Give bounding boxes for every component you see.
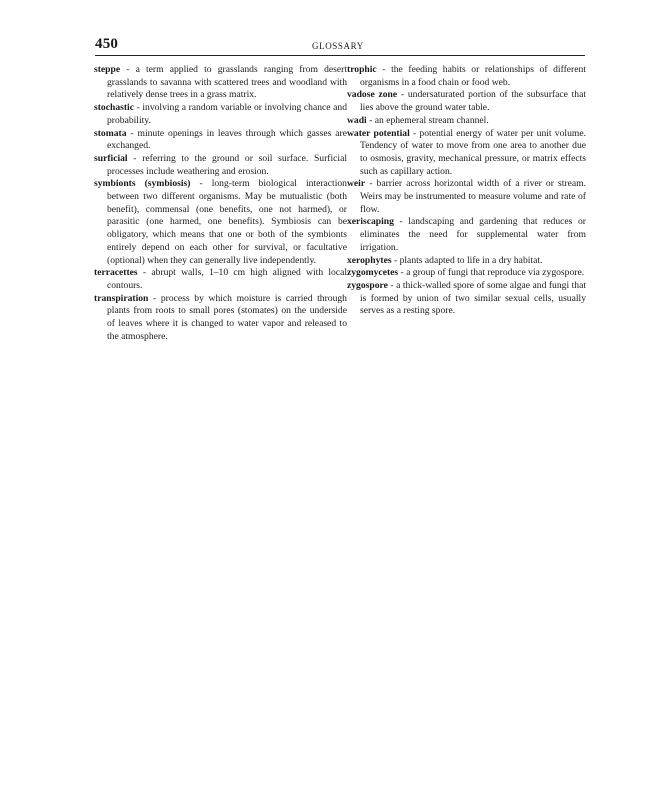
glossary-definition: plants adapted to life in a dry habitat. (399, 254, 543, 266)
glossary-term: weir (347, 178, 366, 190)
glossary-definition: the feeding habits or relationships of different organisms in a food chain or food web. (360, 64, 586, 88)
glossary-term: terracettes (94, 267, 138, 279)
glossary-entry-transpiration: transpiration - process by which moisture is carried through plants from roots to small pores (stomates) on the underside of leaves where it is changed to water vapor and released to the atmosphere. (94, 292, 347, 342)
glossary-term: steppe (94, 64, 121, 75)
glossary-definition: barrier across horizontal width of a river or stream. Weirs may be instrumented to measure volume and rate of flow. (360, 178, 587, 215)
glossary-definition: referring to the ground or soil surface. Surficial processes include weathering and erosion. (107, 152, 348, 177)
glossary-entry-stomata: stomata - minute openings in leaves through which gasses are exchanged. (94, 127, 347, 152)
glossary-entry-wadi: wadi - an ephemeral stream channel. (347, 114, 489, 126)
glossary-definition: a term applied to grasslands ranging from desert grasslands to savanna with scattered trees and woodland with relatively dense trees in a grass matrix. (107, 64, 347, 101)
glossary-entry-water-potential: water potential - potential energy of water per unit volume. Tendency of water to move from one area to another due to osmosis, gravity, mechanical pressure, or matrix effects such as capillary action. (347, 127, 586, 177)
glossary-term: wadi (347, 114, 367, 126)
glossary-definition: a group of fungi that reproduce via zygospore. (406, 267, 585, 279)
glossary-term: xerophytes (347, 254, 392, 266)
glossary-term: transpiration (94, 292, 149, 304)
glossary-column-left (94, 64, 347, 343)
glossary-definition: abrupt walls, 1–10 cm high aligned with local contours. (107, 267, 347, 291)
glossary-entry-stochastic: stochastic - involving a random variable or involving chance and probability. (94, 102, 347, 126)
glossary-term: vadose zone (347, 89, 398, 101)
glossary-definition: potential energy of water per unit volume. Tendency of water to move from one area to another due to osmosis, gravity, mechanical pressure, or matrix effects such as capillary action. (360, 127, 586, 177)
glossary-definition: involving a random variable or involving chance and probability. (107, 102, 347, 126)
running-head: GLOSSARY (312, 41, 364, 51)
glossary-entry-xeriscaping: xeriscaping - landscaping and gardening that reduces or eliminates the need for supplemental water from irrigation. (347, 216, 586, 253)
glossary-term: surficial (94, 152, 128, 164)
glossary-definition: minute openings in leaves through which gasses are exchanged. (107, 127, 347, 152)
glossary-entry-xerophytes: xerophytes - plants adapted to life in a dry habitat. (347, 254, 543, 266)
header-rule (95, 55, 585, 56)
glossary-entry-terracettes: terracettes - abrupt walls, 1–10 cm high aligned with local contours. (94, 267, 347, 291)
glossary-term: stomata (94, 127, 127, 139)
glossary-term: xeriscaping (347, 216, 394, 228)
glossary-entry-zygospore: zygospore - a thick-walled spore of some algae and fungi that is formed by union of two similar sexual cells, usually serves as a resting spore. (347, 279, 586, 317)
glossary-definition: a thick-walled spore of some algae and fungi that is formed by union of two similar sexual cells, usually serves as a resting spore. (360, 279, 586, 317)
glossary-term: water potential (347, 127, 410, 139)
glossary-entry-symbionts: symbionts (symbiosis) - long-term biological interaction between two different organisms. May be mutualistic (both benefit), commensal (one benefits, one not harmed), or parasitic (one harmed, one benefits). Symbiosis can be obligatory, which means that one or both of the symbionts entirely depend on each other for survival, or facultative (optional) when they can generally live independently. (94, 178, 347, 266)
page-number: 450 (95, 36, 119, 52)
glossary-term: zygospore (347, 279, 388, 291)
glossary-term: trophic (347, 64, 377, 75)
glossary-entry-surficial: surficial - referring to the ground or soil surface. Surficial processes include weathering and erosion. (94, 152, 348, 177)
glossary-term: stochastic (94, 102, 134, 114)
glossary-entry-steppe: steppe - a term applied to grasslands ranging from desert grasslands to savanna with scattered trees and woodland with relatively dense trees in a grass matrix. (94, 64, 347, 101)
glossary-entry-weir: weir - barrier across horizontal width of a river or stream. Weirs may be instrumented to measure volume and rate of flow. (347, 178, 587, 215)
glossary-entry-vadose-zone: vadose zone - undersaturated portion of the subsurface that lies above the ground water table. (347, 89, 587, 114)
glossary-column-right (347, 64, 586, 318)
glossary-definition: landscaping and gardening that reduces or eliminates the need for supplemental water from irrigation. (360, 216, 586, 253)
glossary-definition: an ephemeral stream channel. (374, 114, 489, 126)
glossary-definition: undersaturated portion of the subsurface that lies above the ground water table. (360, 89, 587, 114)
glossary-term: symbionts (symbiosis) (94, 178, 191, 190)
glossary-entry-zygomycetes: zygomycetes - a group of fungi that reproduce via zygospore. (347, 267, 585, 279)
glossary-definition: process by which moisture is carried through plants from roots to small pores (stomates) on the underside of leaves where it is changed to water vapor and released to the atmosphere. (107, 292, 347, 342)
glossary-entry-trophic: trophic - the feeding habits or relationships of different organisms in a food chain or food web. (347, 64, 586, 88)
glossary-term: zygomycetes (347, 267, 399, 279)
glossary-definition: long-term biological interaction between two different organisms. May be mutualistic (both benefit), commensal (one benefits, one not harmed), or parasitic (one harmed, one benefits). Symbiosis can be obligatory, which means that one or both of the symbionts entirely depend on each other for survival, or facultative (optional) when they can generally live independently. (107, 178, 347, 266)
